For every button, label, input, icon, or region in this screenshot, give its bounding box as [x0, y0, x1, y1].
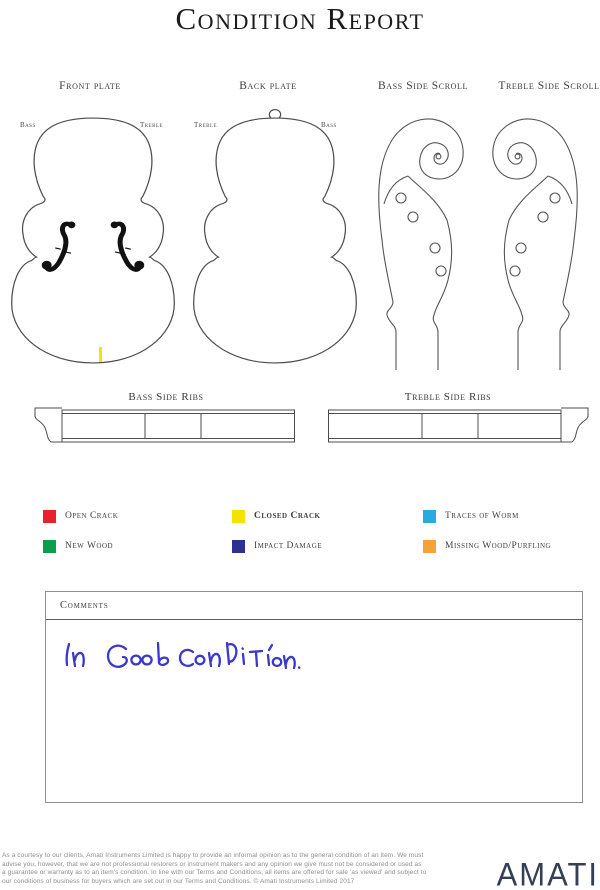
legend-item-open-crack: [43, 509, 118, 523]
legend-item-closed-crack: [232, 509, 320, 523]
bass-ribs-title: Bass Side Ribs: [128, 391, 204, 403]
traces-of-worm-label: Traces of Worm: [445, 511, 519, 521]
front-plate-diagram: [0, 112, 189, 369]
disclaimer-line: As a courtesy to our clients, Amati Instruments Limited is happy to provide an informal opinion as to the general condition of an item. We must: [2, 852, 424, 859]
legend-item-missing-wood-purfling: [423, 539, 551, 553]
comments-header-label: Comments: [60, 600, 109, 611]
legend-item-traces-of-worm: [423, 509, 519, 523]
open-crack-label: Open Crack: [65, 511, 119, 521]
back-plate-title: Back plate: [239, 80, 297, 92]
front-plate-bass-label: Bass: [20, 121, 36, 129]
bass-scroll-title: Bass Side Scroll: [377, 80, 469, 92]
page-title: Condition Report: [175, 1, 425, 36]
new-wood-label: New Wood: [65, 541, 114, 551]
comments-header: [46, 592, 582, 620]
front-plate-treble-label: Treble: [140, 121, 164, 129]
closed-crack-swatch: [232, 510, 245, 523]
back-plate-treble-label: Treble: [194, 121, 218, 129]
handwritten-comment-strokes: [67, 643, 300, 668]
back-plate-diagram: [179, 107, 371, 369]
open-crack-swatch: [43, 510, 56, 523]
disclaimer-line: our conditions of business for buyers which are set out in our Terms and Conditions. © Amati Instruments Limited 2017: [2, 878, 355, 886]
treble-scroll-title: Treble Side Scroll: [498, 80, 600, 92]
disclaimer-line: a guarantee or warranty as to an item's condition. In line with our Terms and Conditions, all items are offered for sale 'as viewed' and subject to: [2, 869, 427, 877]
closed-crack-label: Closed Crack: [254, 511, 321, 521]
missing-wood-purfling-label: Missing Wood/Purfling: [445, 541, 552, 551]
treble-ribs-title: Treble Side Ribs: [404, 391, 492, 403]
comments-box: [45, 591, 583, 803]
back-plate-bass-label: Bass: [321, 121, 337, 129]
disclaimer-line: advise you, however, that we are not professional restorers or instrument makers and any opinion we give must not be considered or used as: [2, 860, 422, 868]
legend-item-impact-damage: [232, 539, 322, 553]
bass-ribs-diagram: [33, 406, 295, 446]
bass-scroll-diagram: [368, 102, 468, 372]
front-plate-title: Front plate: [59, 80, 121, 92]
missing-wood-purfling-swatch: [423, 540, 436, 553]
impact-damage-swatch: [232, 540, 245, 553]
legend-item-new-wood: [43, 539, 113, 553]
handwritten-comment: [64, 639, 304, 677]
disclaimer-text: [2, 852, 454, 887]
impact-damage-label: Impact Damage: [254, 541, 323, 551]
treble-ribs-diagram: [328, 406, 590, 446]
closed-crack-marking: [99, 347, 102, 362]
amati-logo: AMATI: [496, 856, 599, 890]
new-wood-swatch: [43, 540, 56, 553]
treble-scroll-diagram: [488, 102, 588, 372]
traces-of-worm-swatch: [423, 510, 436, 523]
